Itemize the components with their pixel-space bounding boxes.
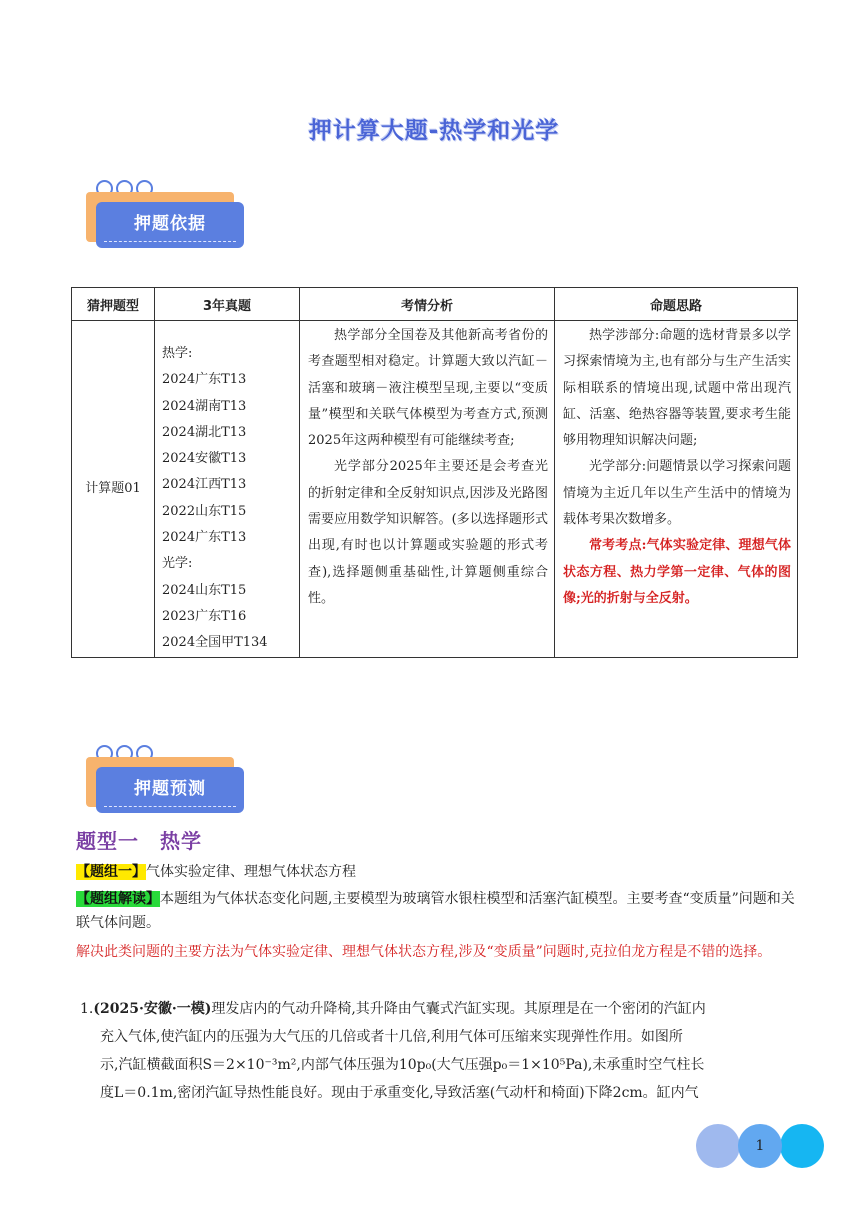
group-text: 气体实验定律、理想气体状态方程 xyxy=(146,864,356,880)
year-item: 2024广东T13 xyxy=(162,530,247,546)
analysis-optics: 光学部分2025年主要还是会考查光的折射定律和全反射知识点,因涉及光路图需要应用数学知识解答。(多以选择题形式出现,有时也以计算题或实验题的形式考查),选择题侧重基础性,计算题侧重综合性。 xyxy=(308,459,548,606)
cell-type: 计算题01 xyxy=(72,321,155,658)
page-title: 押计算大题-热学和光学 xyxy=(308,118,560,144)
year-item: 2023广东T16 xyxy=(162,608,247,624)
page-circle-left xyxy=(696,1124,740,1168)
year-item: 热学: xyxy=(162,346,193,361)
year-item: 光学: xyxy=(162,556,193,572)
badge-label: 押题预测 xyxy=(96,767,244,813)
section-badge-predict xyxy=(86,745,246,815)
question-number: 1. xyxy=(80,1001,94,1017)
year-item: 2024广东T13 xyxy=(162,372,247,388)
method-note: 解决此类问题的主要方法为气体实验定律、理想气体状态方程,涉及“变质量”问题时,克拉伯龙方程是不错的选择。 xyxy=(76,944,772,960)
idea-optics: 光学部分:问题情景以学习探索问题情境为主近几年以生产生活中的情境为载体考果次数增多。 xyxy=(563,459,791,528)
reading-tag: 【题组解读】 xyxy=(76,891,160,907)
analysis-table xyxy=(71,287,798,658)
cell-years xyxy=(155,321,300,658)
year-item: 2024湖北T13 xyxy=(162,424,247,440)
reading-line xyxy=(76,887,796,935)
header-type: 猜押题型 xyxy=(72,288,155,321)
analysis-thermal: 热学部分全国卷及其他新高考省份的考查题型相对稳定。计算题大致以汽缸－活塞和玻璃－液注模型呈现,主要以“变质量”模型和关联气体模型为考查方式,预测2025年这两种模型有可能继续考查; xyxy=(308,328,548,449)
page-circle-right xyxy=(780,1124,824,1168)
idea-thermal: 热学涉部分:命题的选材背景多以学习探索情境为主,也有部分与生产生活实际相联系的情境出现,试题中常出现汽缸、活塞、绝热容器等装置,要求考生能够用物理知识解决问题; xyxy=(563,328,791,449)
section-badge-basis xyxy=(86,180,246,250)
year-item: 2024湖南T13 xyxy=(162,398,247,414)
question-1 xyxy=(80,995,796,1107)
question-line-3: 示,汽缸横截面积S＝2×10⁻³m²,内部气体压强为10p₀(大气压强p₀＝1×10⁵Pa),未承重时空气柱长 xyxy=(100,1057,705,1073)
year-item: 2024山东T15 xyxy=(162,582,247,598)
reading-text: 本题组为气体状态变化问题,主要模型为玻璃管水银柱模型和活塞汽缸模型。主要考查“变质量”问题和关联气体问题。 xyxy=(76,891,795,931)
year-item: 2024江西T13 xyxy=(162,477,247,493)
badge-label: 押题依据 xyxy=(96,202,244,248)
question-line-1 xyxy=(80,995,796,1023)
group-line xyxy=(76,860,796,884)
cell-analysis xyxy=(300,321,555,658)
header-analysis: 考情分析 xyxy=(300,288,555,321)
year-item: 2024全国甲T134 xyxy=(162,635,268,651)
group-tag: 【题组一】 xyxy=(76,864,146,880)
cell-idea xyxy=(555,321,798,658)
header-idea: 命题思路 xyxy=(555,288,798,321)
section-heading: 题型一 热学 xyxy=(76,829,202,853)
question-text-1: 理发店内的气动升降椅,其升降由气囊式汽缸实现。其原理是在一个密闭的汽缸内 xyxy=(211,1001,706,1017)
idea-key-points: 常考考点:气体实验定律、理想气体状态方程、热力学第一定律、气体的图像;光的折射与全反射。 xyxy=(563,538,791,606)
header-years: 3年真题 xyxy=(155,288,300,321)
question-line-4: 度L＝0.1m,密闭汽缸导热性能良好。现由于承重变化,导致活塞(气动杆和椅面)下降2cm。缸内气 xyxy=(100,1085,699,1101)
page-indicator xyxy=(696,1124,824,1168)
question-line-2: 充入气体,使汽缸内的压强为大气压的几倍或者十几倍,利用气体可压缩来实现弹性作用。如图所 xyxy=(100,1029,683,1045)
year-item: 2024安徽T13 xyxy=(162,451,247,467)
year-item: 2022山东T15 xyxy=(162,503,247,519)
question-source: (2025·安徽·一模) xyxy=(93,1001,212,1017)
page-number: 1 xyxy=(738,1124,782,1168)
